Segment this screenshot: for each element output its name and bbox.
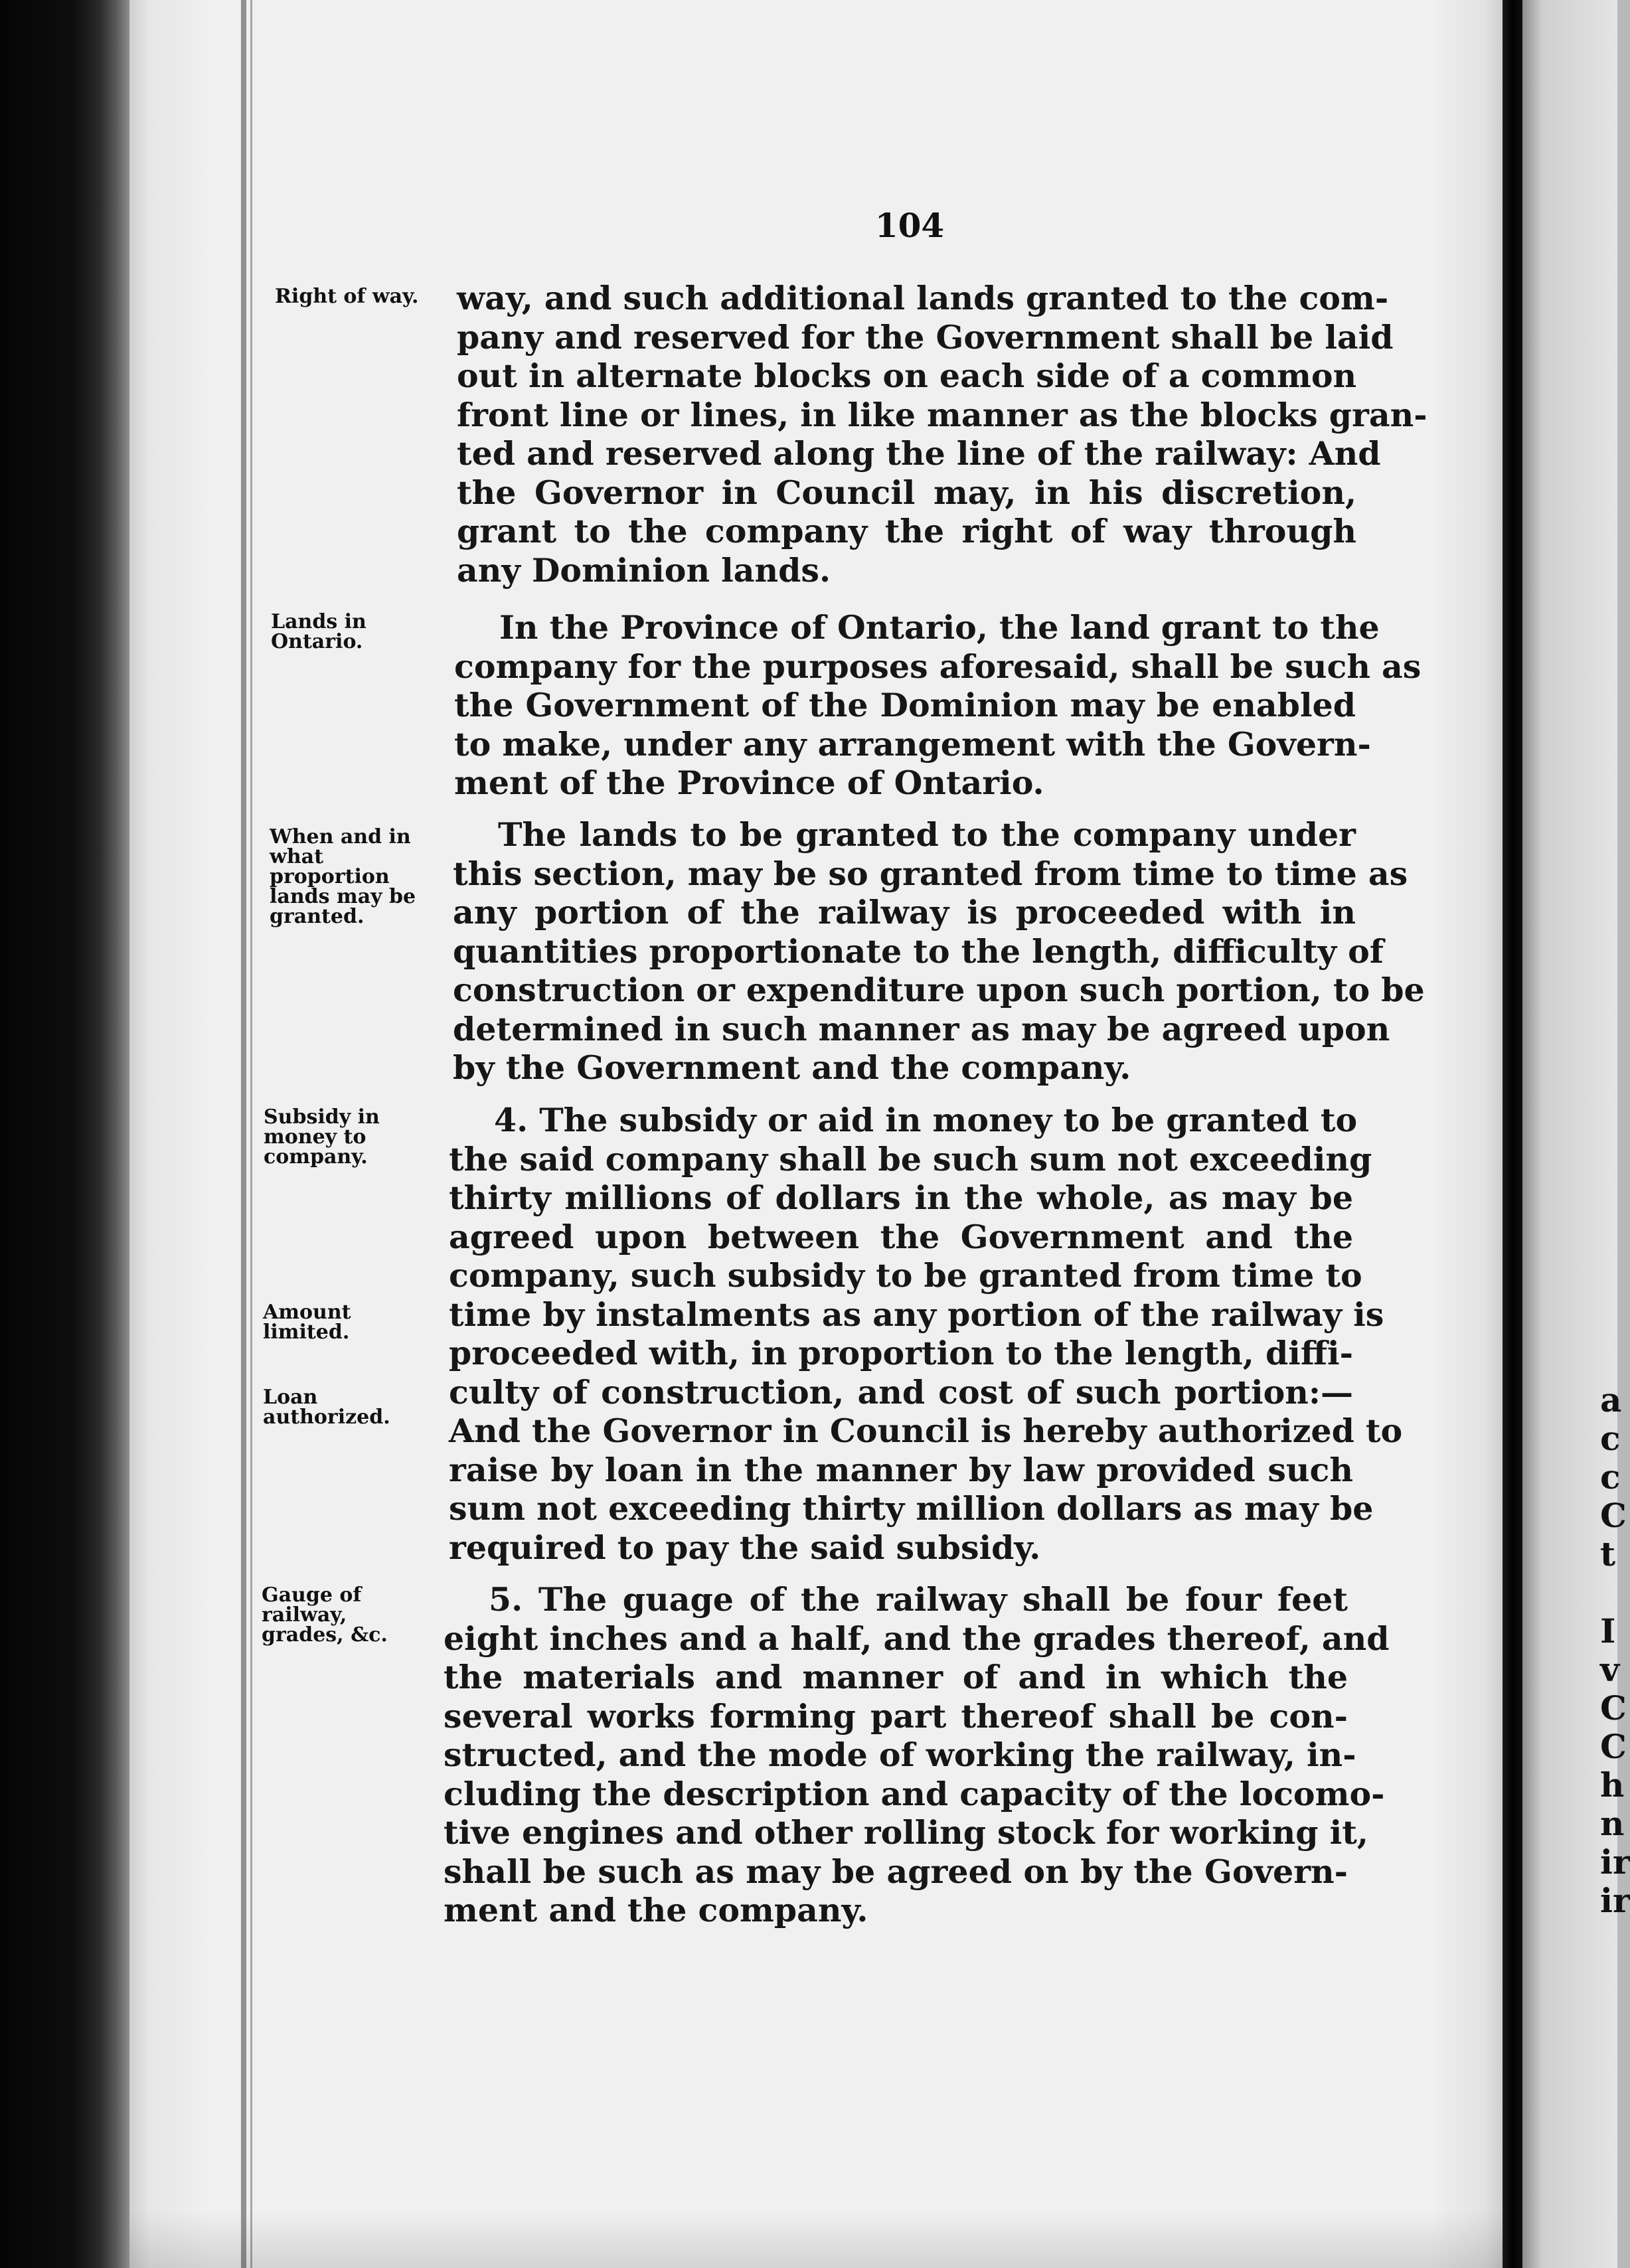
paragraph-section-4 xyxy=(449,1101,1403,1567)
section-number: 4. xyxy=(494,1101,529,1139)
book-gutter xyxy=(0,0,133,2268)
facing-fragment: t xyxy=(1600,1534,1616,1574)
paragraph-right-of-way xyxy=(457,279,1427,590)
text-line: ted and reserved along the line of the railway: And xyxy=(457,434,1381,473)
section-number: 5. xyxy=(489,1580,523,1619)
text-line: shall be such as may be agreed on by the Govern- xyxy=(444,1852,1348,1891)
text-line: raise by loan in the manner by law provided such xyxy=(449,1450,1353,1489)
facing-fragment: C xyxy=(1600,1496,1627,1535)
text-line: grant to the company the right of way through xyxy=(457,512,1356,550)
text-line: several works forming part thereof shall be con- xyxy=(444,1696,1348,1736)
margin-note-amount-limited: Amount limited. xyxy=(263,1301,351,1344)
facing-fragment: c xyxy=(1600,1457,1621,1497)
page-bottom-shadow xyxy=(129,2211,1503,2268)
text-line: pany and reserved for the Government shall be laid xyxy=(457,317,1394,357)
margin-note-subsidy: Subsidy in money to company. xyxy=(264,1105,380,1169)
margin-note-gauge: Gauge of railway, grades, &c. xyxy=(262,1583,388,1647)
facing-fragment xyxy=(1600,1574,1630,1612)
text-line: thirty millions of dollars in the whole, as may be xyxy=(449,1178,1353,1217)
text-line: sum not exceeding thirty million dollars as may be xyxy=(449,1489,1374,1528)
text-line: And the Governor in Council is hereby authorized to xyxy=(449,1412,1403,1450)
text-line: the materials and manner of and in which the xyxy=(444,1658,1348,1696)
text-line: determined in such manner as may be agreed upon xyxy=(453,1009,1390,1048)
page-stack-edge-inner xyxy=(250,0,252,2268)
page-number: 104 xyxy=(874,206,945,245)
facing-fragment: I xyxy=(1600,1611,1616,1651)
text-line: the Government of the Dominion may be enabled xyxy=(454,686,1356,724)
facing-fragment: h xyxy=(1600,1765,1625,1805)
margin-note-right-of-way: Right of way. xyxy=(275,285,419,308)
text-span: The subsidy or aid in money to be granted to xyxy=(539,1101,1358,1139)
book-spine xyxy=(1503,0,1522,2268)
facing-page xyxy=(1522,0,1617,2268)
text-line: any Dominion lands. xyxy=(457,550,831,590)
text-line: quantities proportionate to the length, difficulty of xyxy=(453,932,1384,971)
text-line: proceeded with, in proportion to the length, diffi- xyxy=(449,1334,1353,1372)
facing-page-text-fragments xyxy=(1600,1381,1630,1920)
text-line: time by instalments as any portion of the railway is xyxy=(449,1295,1384,1334)
text-line: required to pay the said subsidy. xyxy=(449,1528,1041,1567)
text-line: to make, under any arrangement with the Govern- xyxy=(454,724,1371,764)
facing-fragment: C xyxy=(1600,1727,1627,1766)
text-line: construction or expenditure upon such portion, to be xyxy=(453,971,1425,1009)
margin-note-when-granted: When and in what proportion lands may be granted. xyxy=(270,825,416,928)
text-line: out in alternate blocks on each side of a common xyxy=(457,357,1357,395)
text-line: any portion of the railway is proceeded with in xyxy=(453,893,1356,932)
text-line: the Governor in Council may, in his discretion, xyxy=(457,473,1356,512)
text-line: company, such subsidy to be granted from time to xyxy=(449,1256,1362,1295)
text-line xyxy=(449,1101,1358,1140)
paragraph-lands-in-ontario xyxy=(454,608,1422,803)
text-line: way, and such additional lands granted to the com- xyxy=(457,279,1389,317)
text-line: company for the purposes aforesaid, shall be such as xyxy=(454,647,1422,686)
margin-note-loan-authorized: Loan authorized. xyxy=(263,1386,390,1429)
text-line: In the Province of Ontario, the land grant to the xyxy=(499,608,1380,647)
facing-fragment: C xyxy=(1600,1688,1627,1728)
text-line: ment and the company. xyxy=(444,1891,868,1929)
facing-fragment: c xyxy=(1600,1419,1621,1458)
text-line: eight inches and a half, and the grades thereof, and xyxy=(444,1619,1390,1658)
text-line xyxy=(444,1580,1348,1619)
text-line: structed, and the mode of working the railway, in- xyxy=(444,1736,1356,1774)
facing-fragment: ir xyxy=(1600,1881,1630,1920)
text-line: agreed upon between the Government and the xyxy=(449,1217,1353,1256)
text-line: ment of the Province of Ontario. xyxy=(454,764,1044,802)
facing-fragment: v xyxy=(1600,1650,1620,1689)
text-line: The lands to be granted to the company under xyxy=(498,815,1356,854)
page-stack-edge xyxy=(241,0,246,2268)
paragraph-when-granted xyxy=(453,815,1425,1088)
text-line: by the Government and the company. xyxy=(453,1048,1131,1087)
text-line: the said company shall be such sum not exceeding xyxy=(449,1139,1372,1178)
facing-fragment: ir xyxy=(1600,1842,1630,1882)
facing-fragment: n xyxy=(1600,1804,1625,1843)
facing-fragment: a xyxy=(1600,1380,1622,1419)
margin-note-lands-in-ontario: Lands in Ontario. xyxy=(271,610,367,653)
text-line: this section, may be so granted from time to time as xyxy=(453,854,1408,893)
text-line: tive engines and other rolling stock for working it, xyxy=(444,1813,1368,1852)
paragraph-section-5 xyxy=(444,1580,1390,1930)
text-line: cluding the description and capacity of the locomo- xyxy=(444,1774,1385,1813)
text-line: front line or lines, in like manner as the blocks gran- xyxy=(457,395,1427,434)
text-span: The guage of the railway shall be four feet xyxy=(538,1580,1348,1619)
text-line: culty of construction, and cost of such portion:— xyxy=(449,1372,1353,1412)
